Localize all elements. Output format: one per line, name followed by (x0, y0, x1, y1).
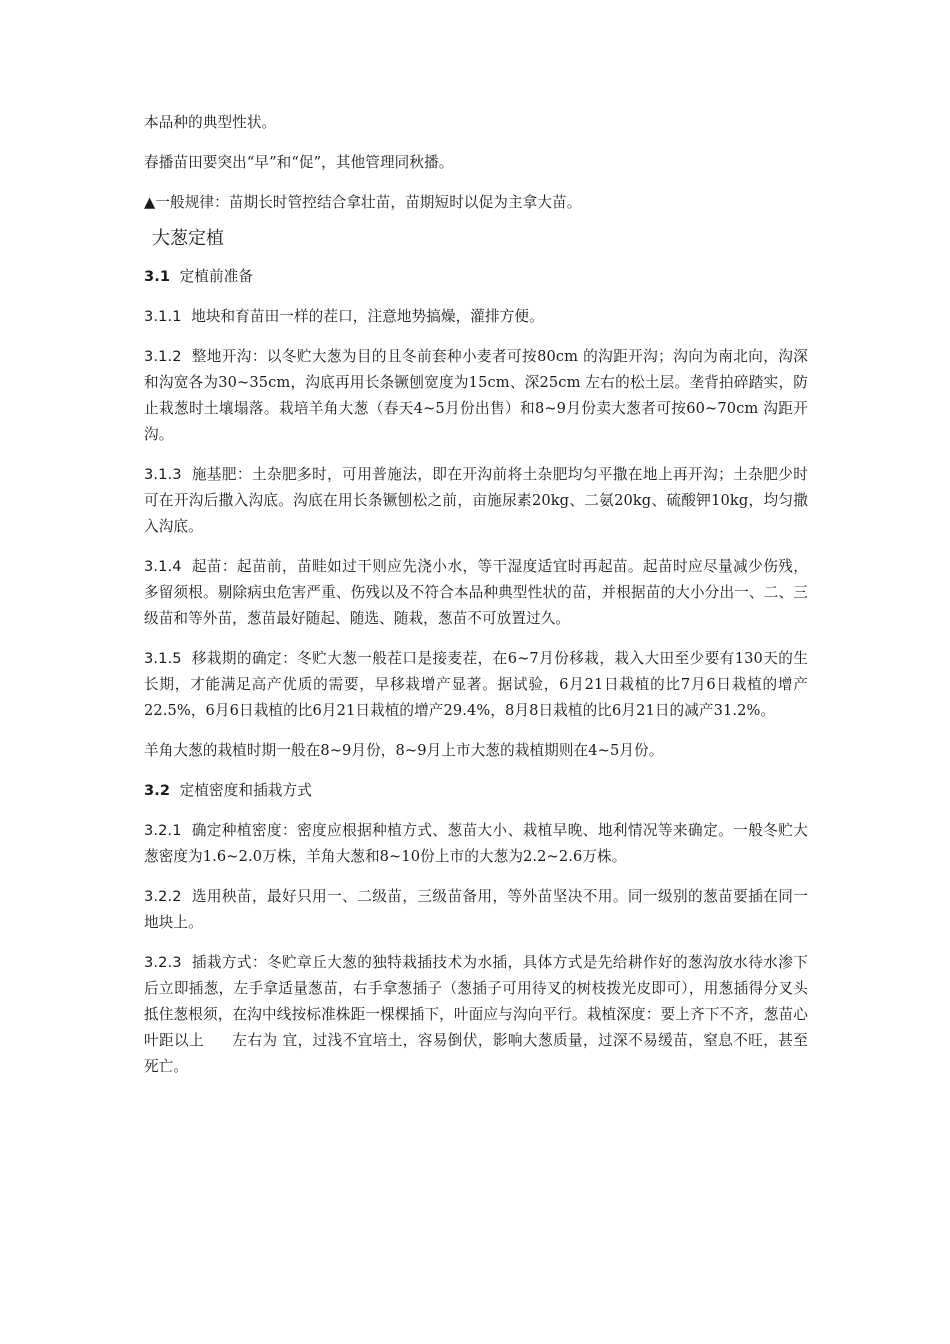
section-3-2-heading (144, 778, 808, 804)
section-heading-transplant: 大葱定植 (152, 228, 224, 249)
section-number: 3.1.2 (144, 348, 182, 365)
depth-text-c: 宜，过浅不宜培土，容易倒伏，影响大葱质量，过深不易缓苗，窒息不旺，甚至死亡。 (144, 1032, 808, 1075)
section-title: 定植密度和插栽方式 (179, 782, 312, 799)
section-3-1-5 (144, 646, 808, 724)
paragraph-text: 地块和育苗田一样的茬口，注意地势搞燥，灌排方便。 (191, 308, 544, 325)
paragraph-text: 起苗：起苗前，苗畦如过干则应先浇小水，等干湿度适宜时再起苗。起苗时应尽量减少伤残，多留须根。剔除病虫危害严重、伤残以及不符合本品种典型性状的苗，并根据苗的大小分出一、二、三级苗和等外苗，葱苗最好随起、随选、随栽，葱苗不可放置过久。 (144, 558, 808, 627)
paragraph-text: 羊角大葱的栽植时期一般在8~9月份，8~9月上市大葱的栽植期则在4~5月份。 (144, 742, 664, 759)
paragraph-general-rule (144, 190, 808, 216)
paragraph-text: 移栽期的确定：冬贮大葱一般茬口是接麦茬，在6~7月份移栽，栽入大田至少要有130天的生长期，才能满足高产优质的需要，早移栽增产显著。据试验，6月21日栽植的比7月6日栽植的增产22.5%，6月6日栽植的比6月21日栽植的增产29.4%，8月8日栽植的比6月21日的减产31.2%。 (144, 650, 808, 719)
document-page (144, 110, 808, 1094)
section-number: 3.1.5 (144, 650, 182, 667)
section-3-1-2 (144, 344, 808, 448)
section-3-1-1 (144, 304, 808, 330)
section-title: 定植前准备 (179, 268, 254, 285)
section-3-1-4 (144, 554, 808, 632)
section-3-2-1 (144, 818, 808, 870)
paragraph-text: 整地开沟：以冬贮大葱为目的且冬前套种小麦者可按80cm 的沟距开沟；沟向为南北向，沟深和沟宽各为30~35cm，沟底再用长条镢刨宽度为15cm、深25cm 左右的松土层。垄背拍碎踏实，防止栽葱时土壤塌落。栽培羊角大葱（春天4~5月份出售）和8~9月份卖大葱者可按60~70cm 沟距开沟。 (144, 348, 808, 443)
paragraph-text: 插栽方式：冬贮章丘大葱的独特栽插技术为水插，具体方式是先给耕作好的葱沟放水待水渗下后立即插葱，左手拿适量葱苗，右手拿葱插子（葱插子可用待叉的树枝拨光皮即可），用葱插得分叉头抵住葱根须，在沟中线按标准株距一棵棵插下，叶面应与沟向平行。 (144, 954, 808, 1023)
depth-text-b: 左右为 (232, 1032, 278, 1049)
section-3-1-3 (144, 462, 808, 540)
paragraph-text: 本品种的典型性状。 (144, 114, 277, 131)
section-3-2-2 (144, 884, 808, 936)
section-number: 3.2.1 (144, 822, 182, 839)
section-number: 3.2.2 (144, 888, 182, 905)
paragraph-text: 春播苗田要突出“早”和“促”，其他管理同秋播。 (144, 154, 454, 171)
section-number: 3.2 (144, 782, 171, 799)
section-number: 3.1.3 (144, 466, 182, 483)
depth-text-a: 栽植深度：要上齐下不齐，葱苗心叶距以上 (144, 1006, 808, 1049)
section-3-1-heading (144, 264, 808, 290)
paragraph-text: ▲一般规律：苗期长时管控结合拿壮苗，苗期短时以促为主拿大苗。 (144, 194, 582, 211)
section-3-2-3 (144, 950, 808, 1080)
section-number: 3.2.3 (144, 954, 182, 971)
paragraph-intro-tail (144, 110, 808, 136)
paragraph-text: 确定种植密度：密度应根据种植方式、葱苗大小、栽植早晚、地利情况等来确定。一般冬贮大葱密度为1.6~2.0万株，羊角大葱和8~10份上市的大葱为2.2~2.6万株。 (144, 822, 808, 865)
paragraph-yangjiao (144, 738, 808, 764)
section-number: 3.1.4 (144, 558, 182, 575)
section-number: 3.1 (144, 268, 171, 285)
paragraph-text: 施基肥：土杂肥多时，可用普施法，即在开沟前将土杂肥均匀平撒在地上再开沟；土杂肥少时可在开沟后撒入沟底。沟底在用长条镢刨松之前，亩施尿素20kg、二氨20kg、硫酸钾10kg，均匀撒入沟底。 (144, 466, 808, 535)
paragraph-spring-sowing (144, 150, 808, 176)
paragraph-text: 选用秧苗，最好只用一、二级苗，三级苗备用，等外苗坚决不用。同一级别的葱苗要插在同一地块上。 (144, 888, 808, 931)
section-number: 3.1.1 (144, 308, 182, 325)
